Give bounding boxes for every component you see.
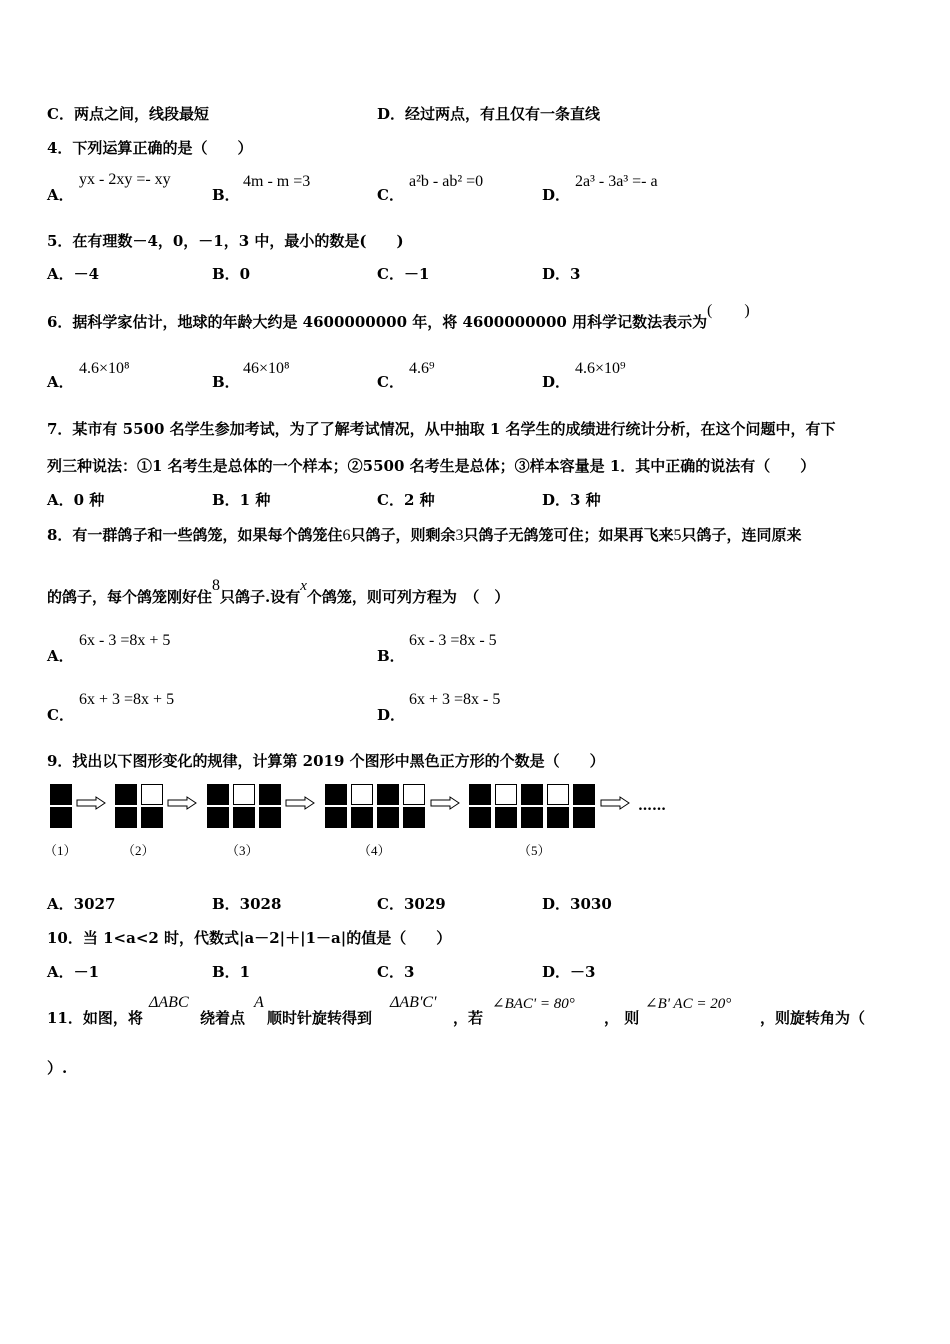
white-square xyxy=(351,784,373,805)
q9-caption-5: （5） xyxy=(518,843,551,858)
black-square xyxy=(115,807,137,828)
q11-angle-bac-prime xyxy=(492,994,575,1013)
q6-option-c-label: C． xyxy=(377,373,404,391)
q6-option-d-math: 4.6×10⁹ xyxy=(575,360,626,377)
q11-stem-line2: ）. xyxy=(47,1059,68,1077)
q6-option-c-math: 4.6⁹ xyxy=(409,360,435,377)
q11-point-a-text: A xyxy=(254,994,264,1011)
black-square xyxy=(403,807,425,828)
black-square xyxy=(325,807,347,828)
q10-option-d: D．－3 xyxy=(542,963,596,981)
black-square xyxy=(521,784,543,805)
q5-option-d: D．3 xyxy=(542,265,581,283)
q8-option-a-label: A． xyxy=(47,647,74,665)
q8-stem-part6: 只鸽子.设有 xyxy=(220,588,301,606)
q8-option-c-math: 6x + 3 =8x + 5 xyxy=(79,691,175,708)
white-square xyxy=(547,784,569,805)
q4-stem: 4．下列运算正确的是（ ） xyxy=(47,139,253,157)
black-square xyxy=(351,807,373,828)
black-square xyxy=(325,784,347,805)
q4-option-a-label: A． xyxy=(47,186,74,204)
q8-option-c-label: C． xyxy=(47,706,74,724)
black-square xyxy=(469,784,491,805)
q9-ellipsis: …… xyxy=(638,798,666,814)
q9-caption-3: （3） xyxy=(226,843,259,858)
q6-option-b-math: 46×10⁸ xyxy=(243,360,290,377)
q7-option-a: A．0 种 xyxy=(47,491,105,509)
q7-option-b: B．1 种 xyxy=(212,491,271,509)
q4-option-c-label: C． xyxy=(377,186,404,204)
q11-angle-b-prime-ac-text: ∠B' AC = 20° xyxy=(645,996,732,1012)
q8-option-a-math: 6x - 3 =8x + 5 xyxy=(79,632,171,649)
q5-option-b: B．0 xyxy=(212,265,251,283)
q11-angle-b-prime-ac xyxy=(645,994,731,1013)
white-square xyxy=(495,784,517,805)
right-arrow-icon xyxy=(430,796,460,810)
q5-option-c: C．－1 xyxy=(377,265,430,283)
q8-stem-part3: 只鸽子无鸽笼可住；如果再飞来 xyxy=(463,526,674,544)
white-square xyxy=(141,784,163,805)
q6-option-d-label: D． xyxy=(542,373,571,391)
q9-caption-1: （1） xyxy=(44,843,77,858)
q6-option-b-label: B． xyxy=(212,373,240,391)
black-square xyxy=(495,807,517,828)
q4-option-b-math: 4m - m =3 xyxy=(243,173,311,190)
q10-option-c: C．3 xyxy=(377,963,415,981)
q11-triangle-abc-text: ΔABC xyxy=(149,994,189,1011)
q5-option-a: A．－4 xyxy=(47,265,100,283)
q7-option-c: C．2 种 xyxy=(377,491,435,509)
q6-option-a-math: 4.6×10⁸ xyxy=(79,360,130,377)
q11-triangle-abc-prime xyxy=(390,994,436,1012)
q9-caption-2: （2） xyxy=(122,843,155,858)
q7-option-d: D．3 种 xyxy=(542,491,601,509)
q10-option-a: A．－1 xyxy=(47,963,100,981)
q4-option-d-label: D． xyxy=(542,186,571,204)
black-square xyxy=(377,784,399,805)
q11-stem-part4: ，若 xyxy=(453,1009,484,1027)
white-square xyxy=(403,784,425,805)
black-square xyxy=(207,807,229,828)
black-square xyxy=(469,807,491,828)
right-arrow-icon xyxy=(600,796,630,810)
black-square xyxy=(233,807,255,828)
q9-option-c: C．3029 xyxy=(377,895,446,913)
q10-option-b: B．1 xyxy=(212,963,251,981)
q8-stem-part2: 只鸽子，则剩余 xyxy=(350,526,456,544)
q6-option-a-label: A． xyxy=(47,373,74,391)
black-square xyxy=(547,807,569,828)
q9-caption-4: （4） xyxy=(358,843,391,858)
q8-number-3: 3 xyxy=(455,527,464,544)
q11-stem-part2: 绕着点 xyxy=(200,1009,246,1027)
q9-option-a: A．3027 xyxy=(47,895,116,913)
q8-option-d-label: D． xyxy=(377,706,406,724)
q8-stem-part7: 个鸽笼，则可列方程为 （ ） xyxy=(306,588,510,606)
right-arrow-icon xyxy=(285,796,315,810)
q11-triangle-abc xyxy=(149,994,189,1012)
q4-option-a-math: yx - 2xy =- xy xyxy=(79,171,171,188)
q8-stem-line1 xyxy=(47,524,802,545)
q7-stem-line2: 列三种说法：①1 名考生是总体的一个样本；②5500 名考生是总体；③样本容量是 1．其中正确的说法有（ ） xyxy=(47,457,816,475)
q3-option-d: D．经过两点，有且仅有一条直线 xyxy=(377,105,601,123)
black-square xyxy=(207,784,229,805)
white-square xyxy=(233,784,255,805)
q5-stem: 5．在有理数－4，0，－1，3 中，最小的数是( ) xyxy=(47,232,404,250)
q8-number-6: 6 xyxy=(342,527,351,544)
black-square xyxy=(259,784,281,805)
black-square xyxy=(573,807,595,828)
q9-option-b: B．3028 xyxy=(212,895,282,913)
q7-stem-line1: 7．某市有 5500 名学生参加考试，为了了解考试情况，从中抽取 1 名学生的成绩进行统计分析，在这个问题中，有下 xyxy=(47,420,836,438)
q4-option-b-label: B． xyxy=(212,186,240,204)
black-square xyxy=(115,784,137,805)
q11-triangle-abc-prime-text: ΔAB'C' xyxy=(390,994,437,1011)
right-arrow-icon xyxy=(76,796,106,810)
q11-stem-part6: ，则旋转角为（ xyxy=(760,1009,866,1027)
q8-stem-part1: 8．有一群鸽子和一些鸽笼，如果每个鸽笼住 xyxy=(47,526,343,544)
q11-angle-bac-prime-text: ∠BAC' = 80° xyxy=(492,996,575,1012)
q8-option-b-math: 6x - 3 =8x - 5 xyxy=(409,632,497,649)
q11-stem-part3: 顺时针旋转得到 xyxy=(267,1009,373,1027)
black-square xyxy=(50,784,72,805)
q9-option-d: D．3030 xyxy=(542,895,612,913)
black-square xyxy=(573,784,595,805)
black-square xyxy=(50,807,72,828)
q8-option-d-math: 6x + 3 =8x - 5 xyxy=(409,691,501,708)
q4-option-c-math: a²b - ab² =0 xyxy=(409,173,484,190)
q8-number-8: 8 xyxy=(212,577,221,594)
black-square xyxy=(259,807,281,828)
black-square xyxy=(377,807,399,828)
q3-option-c: C．两点之间，线段最短 xyxy=(47,105,209,123)
black-square xyxy=(141,807,163,828)
q8-option-b-label: B． xyxy=(377,647,405,665)
q11-point-a xyxy=(254,994,264,1012)
q8-variable-x: x xyxy=(300,578,307,594)
black-square xyxy=(521,807,543,828)
q8-stem-line2 xyxy=(47,577,510,607)
q6-answer-paren: ( ) xyxy=(707,302,750,319)
q6-stem: 6．据科学家估计，地球的年龄大约是 4600000000 年，将 4600000000 用科学记数法表示为 xyxy=(47,313,708,331)
q11-stem-part5: ， 则 xyxy=(604,1009,640,1027)
q8-stem-part4: 只鸽子，连同原来 xyxy=(681,526,802,544)
q11-stem-part1: 11．如图，将 xyxy=(47,1009,143,1027)
right-arrow-icon xyxy=(167,796,197,810)
q10-stem: 10．当 1<a<2 时，代数式|a－2|＋|1－a|的值是（ ） xyxy=(47,929,452,947)
q8-stem-part5: 的鸽子，每个鸽笼刚好住 xyxy=(47,588,213,606)
q4-option-d-math: 2a³ - 3a³ =- a xyxy=(575,173,658,190)
q9-stem: 9．找出以下图形变化的规律，计算第 2019 个图形中黑色正方形的个数是（ ） xyxy=(47,752,605,770)
q8-number-5: 5 xyxy=(673,527,682,544)
